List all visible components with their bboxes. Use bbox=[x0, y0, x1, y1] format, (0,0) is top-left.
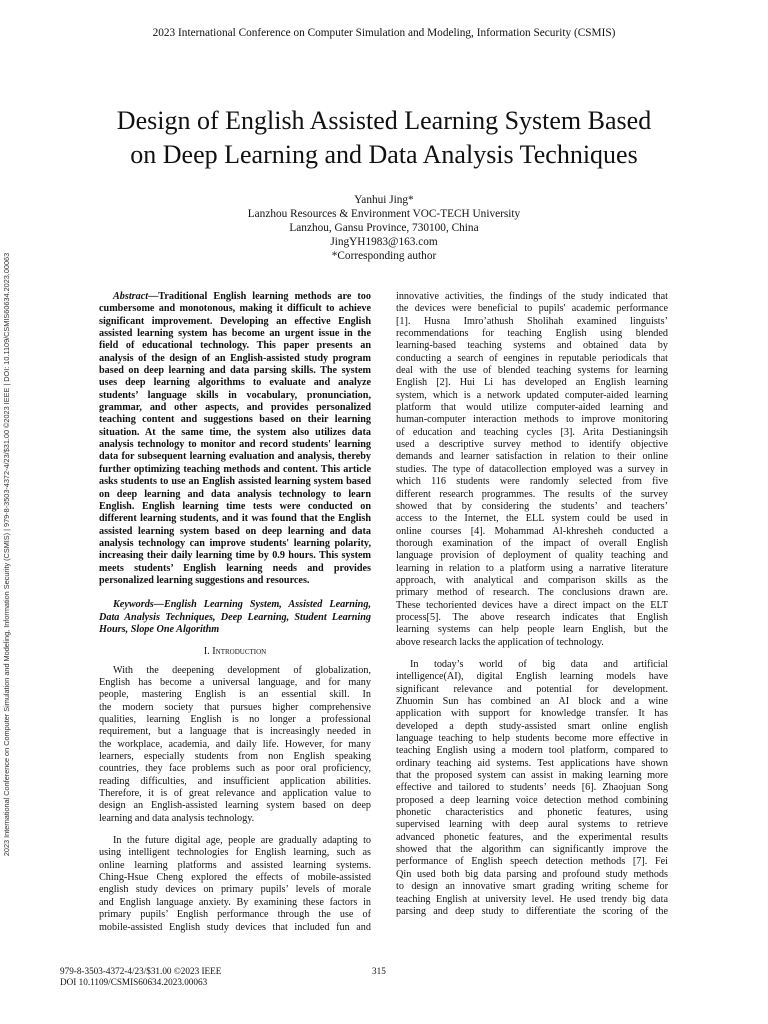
abstract-line: students’ language skills in vocabulary, pronunciation, bbox=[99, 389, 371, 401]
text-line: English [2]. Hui Li has developed an English learning bbox=[396, 377, 668, 389]
abstract-line: situation. At the same time, the system also utilizes data bbox=[99, 426, 371, 438]
text-line: process[5]. The above research indicates that English bbox=[396, 611, 668, 623]
text-line: the modern society that pursues higher comprehensive bbox=[99, 701, 371, 713]
abstract-line: increasing their daily learning time by 0.9 hours. This system bbox=[99, 550, 371, 562]
text-line: In the future digital age, people are gradually adapting to bbox=[113, 835, 371, 847]
intro-paragraph bbox=[99, 835, 371, 934]
abstract-first-line: —Traditional English learning methods are too bbox=[148, 291, 371, 302]
section-heading: I. Introduction bbox=[203, 646, 267, 658]
text-line: demands and learner satisfaction in relation to their online bbox=[396, 451, 668, 463]
text-line: ordinary teaching aid systems. Test applications have shown bbox=[396, 757, 668, 769]
text-line: significant relevance and potential for development. bbox=[396, 683, 668, 695]
author-block bbox=[0, 193, 768, 263]
text-line: learning systems can help people learn English, but the bbox=[396, 624, 668, 636]
text-line: platform that would utilize computer-aided learning and bbox=[396, 402, 668, 414]
text-line: showed that by considering the students’ and teachers’ bbox=[396, 500, 668, 512]
footer-doi: DOI 10.1109/CSMIS60634.2023.00063 bbox=[60, 977, 208, 987]
abstract-line: different learning students, and it was found that the English bbox=[99, 513, 371, 525]
text-line: of education and teaching cycles [3]. Arita Destianingsih bbox=[396, 426, 668, 438]
abstract-line: assisted learning system based on deep learning and data bbox=[99, 525, 371, 537]
author-address: Lanzhou, Gansu Province, 730100, China bbox=[289, 222, 479, 234]
text-line: language teaching to help students become more effective in bbox=[396, 733, 668, 745]
text-line: Qin used both big data parsing and profound study methods bbox=[396, 868, 668, 880]
abstract-line bbox=[99, 291, 371, 303]
text-line: teaching English using a modern tool platform, compared to bbox=[396, 745, 668, 757]
text-line: application with support for knowledge transfer. It has bbox=[396, 708, 668, 720]
text-line: These techoriented devices have a direct impact on the ELT bbox=[396, 599, 668, 611]
abstract-line: meets students’ English learning needs and provides bbox=[99, 562, 371, 574]
text-line: learners, especially students from non English speaking bbox=[99, 751, 371, 763]
corresponding-note: *Corresponding author bbox=[331, 250, 437, 262]
text-line: showed that the algorithm can significantly improve the bbox=[396, 844, 668, 856]
text-line: learning-based teaching systems and obtained data by bbox=[396, 340, 668, 352]
abstract bbox=[99, 291, 371, 587]
keywords-line: Data Analysis Techniques, Deep Learning, Student Learning bbox=[99, 611, 371, 623]
conference-header: 2023 International Conference on Computer Simulation and Modeling, Information Security (CSMIS) bbox=[152, 27, 616, 39]
left-column bbox=[99, 291, 371, 934]
text-line: and English language anxiety. By examining these factors in bbox=[99, 896, 371, 908]
title-line: on Deep Learning and Data Analysis Techniques bbox=[130, 140, 638, 169]
text-line: online learning platforms and assisted learning systems. bbox=[99, 859, 371, 871]
text-line: effective and tailored to students’ needs [6]. Zhaojuan Song bbox=[396, 782, 668, 794]
text-line: system, which is a network updated computer-aided learning bbox=[396, 389, 668, 401]
side-doi-banner: 2023 International Conference on Computer Simulation and Modeling, Information Security (CSMIS) | 979-8-3503-4372-4/23/$31.00 ©2023 IEEE | DOI: 10.1109/CSMIS60634.2023.00063 bbox=[2, 252, 11, 857]
abstract-line: based on deep learning and data parsing skills. The system bbox=[99, 365, 371, 377]
text-line: used a descriptive survey method to identify objective bbox=[396, 439, 668, 451]
text-line: to design an innovative smart grading writing scheme for bbox=[396, 881, 668, 893]
intro-paragraph bbox=[99, 665, 371, 825]
text-line: english study devices on primary pupils’ levels of morale bbox=[99, 884, 371, 896]
author-email[interactable]: JingYH1983@163.com bbox=[330, 236, 438, 248]
abstract-line: field of educational technology. This paper presents an bbox=[99, 340, 371, 352]
text-line: qualities, learning English is no longer a professional bbox=[99, 714, 371, 725]
text-line: advanced phonetic features, and the experimental results bbox=[396, 831, 668, 843]
page-number: 315 bbox=[372, 966, 386, 976]
text-line: Ching-Hsue Cheng explored the effects of mobile-assisted bbox=[99, 872, 371, 884]
paper-title bbox=[60, 104, 708, 172]
text-line: phonetic characteristics and phonetic features, using bbox=[396, 807, 668, 819]
footer-isbn: 979-8-3503-4372-4/23/$31.00 ©2023 IEEE bbox=[60, 966, 222, 976]
abstract-line: English. English learning time tests were conducted on bbox=[99, 500, 371, 512]
text-line: language provision of deployment of quality teaching and bbox=[396, 550, 668, 562]
abstract-line: further optimizing teaching methods and content. This article bbox=[99, 463, 371, 475]
abstract-line: data for subsequent learning evaluation and analysis, thereby bbox=[99, 451, 371, 463]
text-line: recommendations for teaching English using blended bbox=[396, 328, 668, 340]
right-column bbox=[396, 291, 668, 918]
footer-copyright bbox=[60, 966, 221, 988]
text-line: human-computer interaction methods to improve monitoring bbox=[396, 414, 668, 426]
text-line: different research programmes. The results of the survey bbox=[396, 488, 668, 500]
text-line: the workplace, academia, and daily life. However, for many bbox=[99, 738, 371, 750]
text-line: supervised learning with deep aural systems to retrieve bbox=[396, 819, 668, 831]
abstract-line: uses deep learning algorithms to evaluate and analyze bbox=[99, 377, 371, 389]
title-line: Design of English Assisted Learning System Based bbox=[116, 106, 652, 135]
text-line: performance of English speech detection methods [7]. Fei bbox=[396, 856, 668, 868]
text-line: people, mastering English is an essential skill. In bbox=[99, 689, 371, 701]
abstract-line: on deep learning and data analysis technology to learn bbox=[99, 488, 371, 500]
abstract-line: significant improvement. Developing an effective English bbox=[99, 315, 371, 327]
abstract-line: teaching content and suggestions based on their learning bbox=[99, 414, 371, 426]
text-line: [1]. Husna Imro’athush Sholihah examined linguists’ bbox=[396, 315, 668, 327]
body-paragraph bbox=[396, 291, 668, 649]
text-line: thorough examination of the impact of overall English bbox=[396, 537, 668, 549]
keywords-line: Hours, Slope One Algorithm bbox=[99, 623, 220, 635]
author-name: Yanhui Jing* bbox=[354, 194, 414, 206]
keywords bbox=[99, 599, 371, 636]
keywords-line: Keywords—English Learning System, Assisted Learning, bbox=[113, 599, 371, 611]
text-line: using intelligent technologies for English learning, such as bbox=[99, 847, 371, 859]
text-line: online courses [4]. Mohammad Al-khresheh conducted a bbox=[396, 525, 668, 537]
author-affiliation: Lanzhou Resources & Environment VOC-TECH University bbox=[247, 208, 521, 220]
text-line: intelligence(AI), digital English learning models have bbox=[396, 671, 668, 683]
abstract-line: assisted learning system has become an urgent issue in the bbox=[99, 328, 371, 340]
text-line: Therefore, it is of great relevance and application value to bbox=[99, 788, 371, 800]
text-line: that the proposed system can assist in making learning more bbox=[396, 770, 668, 782]
text-line: deal with the use of blended teaching systems for learning bbox=[396, 365, 668, 377]
body-paragraph bbox=[396, 659, 668, 918]
text-line: countries, they face problems such as poor oral proficiency, bbox=[99, 763, 371, 775]
text-line: English has become a universal language, and for many bbox=[99, 676, 371, 688]
text-line: design an English-assisted learning system based on deep bbox=[99, 800, 371, 812]
text-line: learning in relation to a platform using a narrative literature bbox=[396, 562, 668, 574]
text-line: innovative activities, the findings of the study indicated that bbox=[396, 291, 668, 302]
abstract-line: personalized learning suggestions and resources. bbox=[99, 574, 310, 586]
text-line: access to the Internet, the ELL system could be used in bbox=[396, 513, 668, 525]
text-line: In today’s world of big data and artificial bbox=[410, 658, 668, 670]
abstract-line: analysis technology to monitor and record students' learning bbox=[99, 439, 371, 451]
text-line: parsing and deep study to differentiate the scoring of the bbox=[396, 905, 668, 917]
abstract-line: analysis of the design of an English-assisted study program bbox=[99, 352, 371, 364]
text-line: primary pupils’ English performance through the use of bbox=[99, 909, 371, 921]
text-line: studies. The type of datacollection employed was a survey in bbox=[396, 463, 668, 475]
text-line: developed a depth study-assisted smart online english bbox=[396, 720, 668, 732]
text-line: the devices were beneficial to pupils' academic performance bbox=[396, 303, 668, 315]
text-line: teaching English at university level. He used trendy big data bbox=[396, 893, 668, 905]
text-line: conducting a search of eengines in reputable periodicals that bbox=[396, 352, 668, 364]
abstract-line: analysis technology can improve students' learning polarity, bbox=[99, 537, 371, 549]
text-line: requirement, but a language that is increasingly needed in bbox=[99, 726, 371, 738]
text-line: With the deepening development of globalization, bbox=[113, 664, 371, 676]
text-line: reading difficulties, and insufficient application abilities. bbox=[99, 775, 371, 787]
abstract-line: asks students to use an English assisted learning system based bbox=[99, 476, 371, 488]
text-line: above research lacks the application of technology. bbox=[396, 636, 604, 648]
text-line: which 116 students were randomly selected from five bbox=[396, 476, 668, 488]
text-line: Zhuomin Sun has combined an AI block and a wine bbox=[396, 696, 668, 707]
text-line: proposed a deep learning voice detection method combining bbox=[396, 794, 668, 806]
text-line: mobile-assisted English study devices that included fun and bbox=[99, 921, 371, 933]
text-line: primary method of research. The conclusions drawn are. bbox=[396, 587, 668, 599]
text-line: approach, with analytical and comparison skills as the bbox=[396, 574, 668, 586]
text-line: learning and data analysis technology. bbox=[99, 812, 255, 824]
abstract-label: Abstract bbox=[113, 291, 149, 302]
abstract-line: grammar, and other aspects, and provides personalized bbox=[99, 402, 371, 414]
abstract-line: cumbersome and monotonous, making it difficult to achieve bbox=[99, 303, 371, 315]
